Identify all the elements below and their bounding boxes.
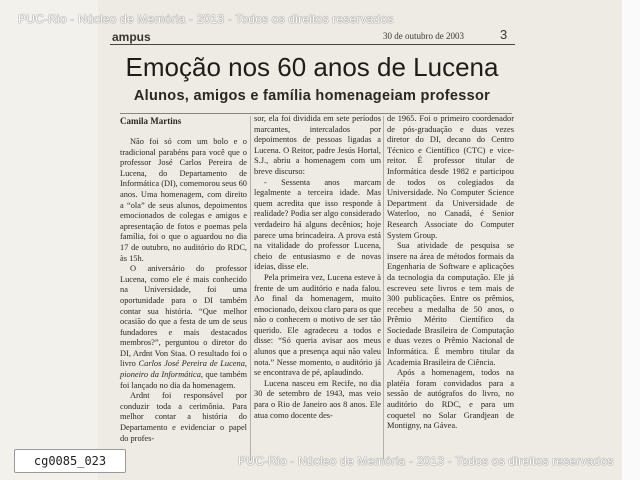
article-byline: Camila Martins	[120, 116, 182, 126]
page-number: 3	[500, 27, 508, 42]
paragraph: de 1965. Foi o primeiro coordenador de pós-graduação e duas vezes diretor do DI, decano do Centro Técnico e Científico (CTC) e vice-reitor. É professor titular de Informática desde 1982 e participou de todos os colegiados da Universidade. No Computer Science Department da Universidade de Waterloo, no Canadá, é Senior Research Associate do Computer System Group.	[387, 114, 514, 240]
paragraph: Lucena nasceu em Recife, no dia 30 de setembro de 1943, mas veio para o Rio de Janeiro aos 8 anos. Ele atua como docente des-	[254, 378, 381, 420]
paragraph	[120, 264, 247, 391]
article-column-2	[254, 114, 381, 421]
paragraph: - Sessenta anos marcam legalmente a terceira idade. Mas quem acredita que isso responde à realidade? Podia ser algo considerado verdadeiro há alguns decênios; hoje parece uma brincadeira. A prova está na vitalidade do professor Lucena, cheio de entusiasmo e de novas ideias, disse ele.	[254, 177, 381, 272]
watermark-bottom: PUC-Rio - Núcleo de Memória - 2013 - Todos os direitos reservados	[238, 454, 614, 468]
paragraph-text: O aniversário do professor Lucena, como ele é mais conhecido na Universidade, foi uma oportunidade para o DI também contar sua história. “Que melhor ocasião do que a festa de um de seus fundadores e mais destacados membros?”, perguntou o diretor do DI, Ardnt Von Staa. O resultado foi o livro	[120, 264, 247, 369]
watermark-top: PUC-Rio - Núcleo de Memória - 2013 - Todos os direitos reservados	[18, 12, 394, 26]
article-column-1	[120, 137, 247, 444]
article-headline: Emoção nos 60 anos de Lucena	[125, 52, 499, 82]
paragraph: Sua atividade de pesquisa se insere na área de métodos formais da Engenharia de Software e aplicações da tecnologia da computação. Ele já escreveu sete livros e tem mais de 300 publicações. Entre os prêmios, recebeu a medalha de 50 anos, o Prêmio Mérito Científico da Sociedade Brasileira de Computação e duas vezes o Prêmio Nacional de Informática. É membro titular da Academia Brasileira de Ciência.	[387, 241, 514, 367]
image-id-label: cg0085_023	[14, 449, 126, 473]
paragraph: Não foi só com um bolo e o tradicional parabéns para você que o professor José Carlos Pereira de Lucena, do Departamento de Informática (DI), comemorou seus 60 anos. Uma homenagem, com direito a “ola” de seus alunos, depoimentos emocionados de colegas e amigos e apresentação de fotos e poemas pela família, foi o que o aguardou no dia 17 de outubro, no auditório do RDC, às 15h.	[120, 137, 247, 263]
paragraph: Após a homenagem, todos na platéia foram convidados para a sessão de autógrafos do livro, no auditório do RDC, e para um coquetel no Solar Grandjean de Montigny, na Gávea.	[387, 368, 514, 431]
column-divider	[383, 116, 384, 461]
article-subheadline: Alunos, amigos e família homenageiam professor	[133, 88, 491, 104]
paragraph: sor, ela foi dividida em sete períodos marcantes, intercalados por depoimentos de pessoas ligadas a Lucena. O Reitor, padre Jesús Hortal, S.J., abriu a homenagem com um breve discurso:	[254, 114, 381, 176]
page-edge	[622, 0, 640, 480]
column-divider	[250, 116, 251, 461]
page-margin	[0, 0, 98, 480]
article-column-3	[387, 114, 514, 432]
paragraph-text: , que também foi lançado no dia da homenagem.	[120, 370, 247, 390]
paragraph: Pela primeira vez, Lucena esteve à frente de um auditório e nada falou. Ao final da homenagem, muito emocionado, deixou claro para os que não o conhecem o motivo de ser tão querido. Ele agradeceu a todos e disse: “Só queria avisar aos meus alunos que a presença aqui não valeu nota.” Nesse momento, o auditório já se encontrava de pé, aplaudindo.	[254, 272, 381, 378]
header-divider	[110, 44, 515, 45]
publication-name: ampus	[112, 30, 151, 44]
book-title: Carlos José Pereira de Lucena, pioneiro da Informática	[120, 359, 247, 380]
issue-date: 30 de outubro de 2003	[383, 31, 464, 41]
paragraph: Ardnt foi responsável por conduzir toda a cerimônia. Para melhor contar a história do Departamento e evidenciar o papel do profes-	[120, 391, 247, 443]
